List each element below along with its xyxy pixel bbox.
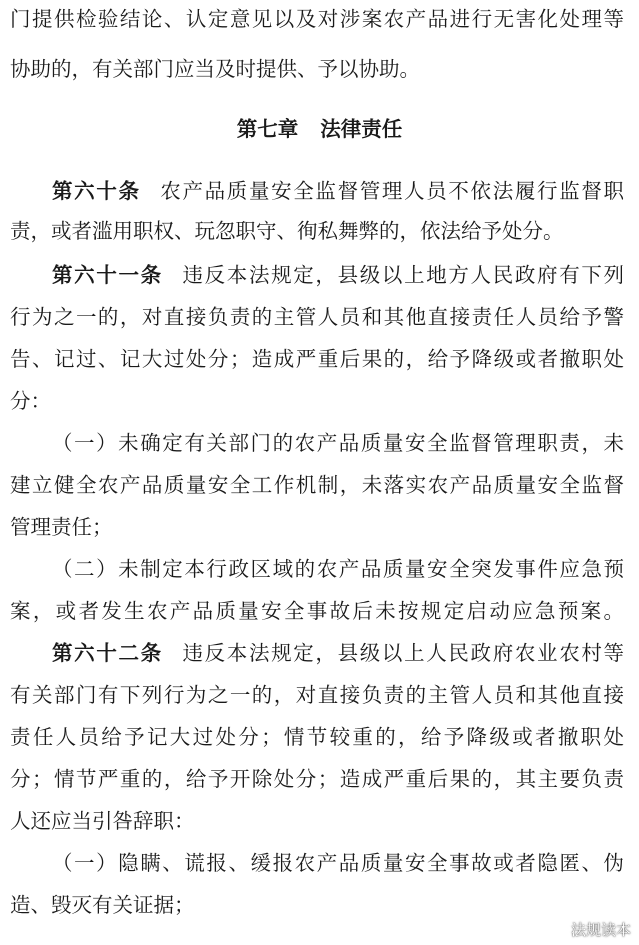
text-line: 分；情节严重的，给予开除处分；造成严重后果的，其主要负责 bbox=[10, 767, 624, 791]
text-line: 违反本法规定，县级以上地方人民政府有下列 bbox=[180, 263, 624, 287]
text-line: 行为之一的，对直接负责的主管人员和其他直接责任人员给予警 bbox=[10, 305, 624, 329]
text-line: 分： bbox=[10, 389, 51, 413]
text-line: 人还应当引咎辞职： bbox=[10, 809, 195, 833]
article-62-first-line bbox=[52, 638, 624, 668]
article-60-label: 第六十条 bbox=[52, 179, 141, 203]
text-line: 有关部门有下列行为之一的，对直接负责的主管人员和其他直接 bbox=[10, 683, 624, 707]
article-62-label: 第六十二条 bbox=[52, 641, 163, 665]
text-line: 责任人员给予记大过处分；情节较重的，给予降级或者撤职处 bbox=[10, 725, 624, 749]
text-line: 协助的，有关部门应当及时提供、予以协助。 bbox=[10, 57, 420, 81]
text-line: 农产品质量安全监督管理人员不依法履行监督职 bbox=[158, 179, 624, 203]
text-line: 建立健全农产品质量安全工作机制，未落实农产品质量安全监督 bbox=[10, 473, 624, 497]
text-line: 门提供检验结论、认定意见以及对涉案农产品进行无害化处理等 bbox=[10, 7, 624, 31]
chapter-heading bbox=[0, 114, 639, 144]
chat-bubble-icon bbox=[547, 919, 567, 939]
article-61-label: 第六十一条 bbox=[52, 263, 163, 287]
chapter-title: 法律责任 bbox=[320, 117, 403, 141]
article-60-first-line bbox=[52, 176, 624, 206]
text-line: 告、记过、记大过处分；造成严重后果的，给予降级或者撤职处 bbox=[10, 347, 624, 371]
text-line: （一）隐瞒、谎报、缓报农产品质量安全事故或者隐匿、伪 bbox=[52, 851, 624, 875]
watermark-text: 法规读本 bbox=[570, 920, 631, 939]
text-line: 违反本法规定，县级以上人民政府农业农村等 bbox=[180, 641, 624, 665]
text-line: 责，或者滥用职权、玩忽职守、徇私舞弊的，依法给予处分。 bbox=[10, 219, 564, 243]
chapter-number: 第七章 bbox=[236, 117, 299, 141]
text-line: 管理责任； bbox=[10, 515, 113, 539]
text-line: （一）未确定有关部门的农产品质量安全监督管理职责，未 bbox=[52, 431, 624, 455]
text-line: 案，或者发生农产品质量安全事故后未按规定启动应急预案。 bbox=[10, 599, 624, 623]
text-line: （二）未制定本行政区域的农产品质量安全突发事件应急预 bbox=[52, 557, 624, 581]
text-line: 造、毁灭有关证据； bbox=[10, 893, 195, 917]
watermark bbox=[547, 917, 631, 941]
article-61-first-line bbox=[52, 260, 624, 290]
